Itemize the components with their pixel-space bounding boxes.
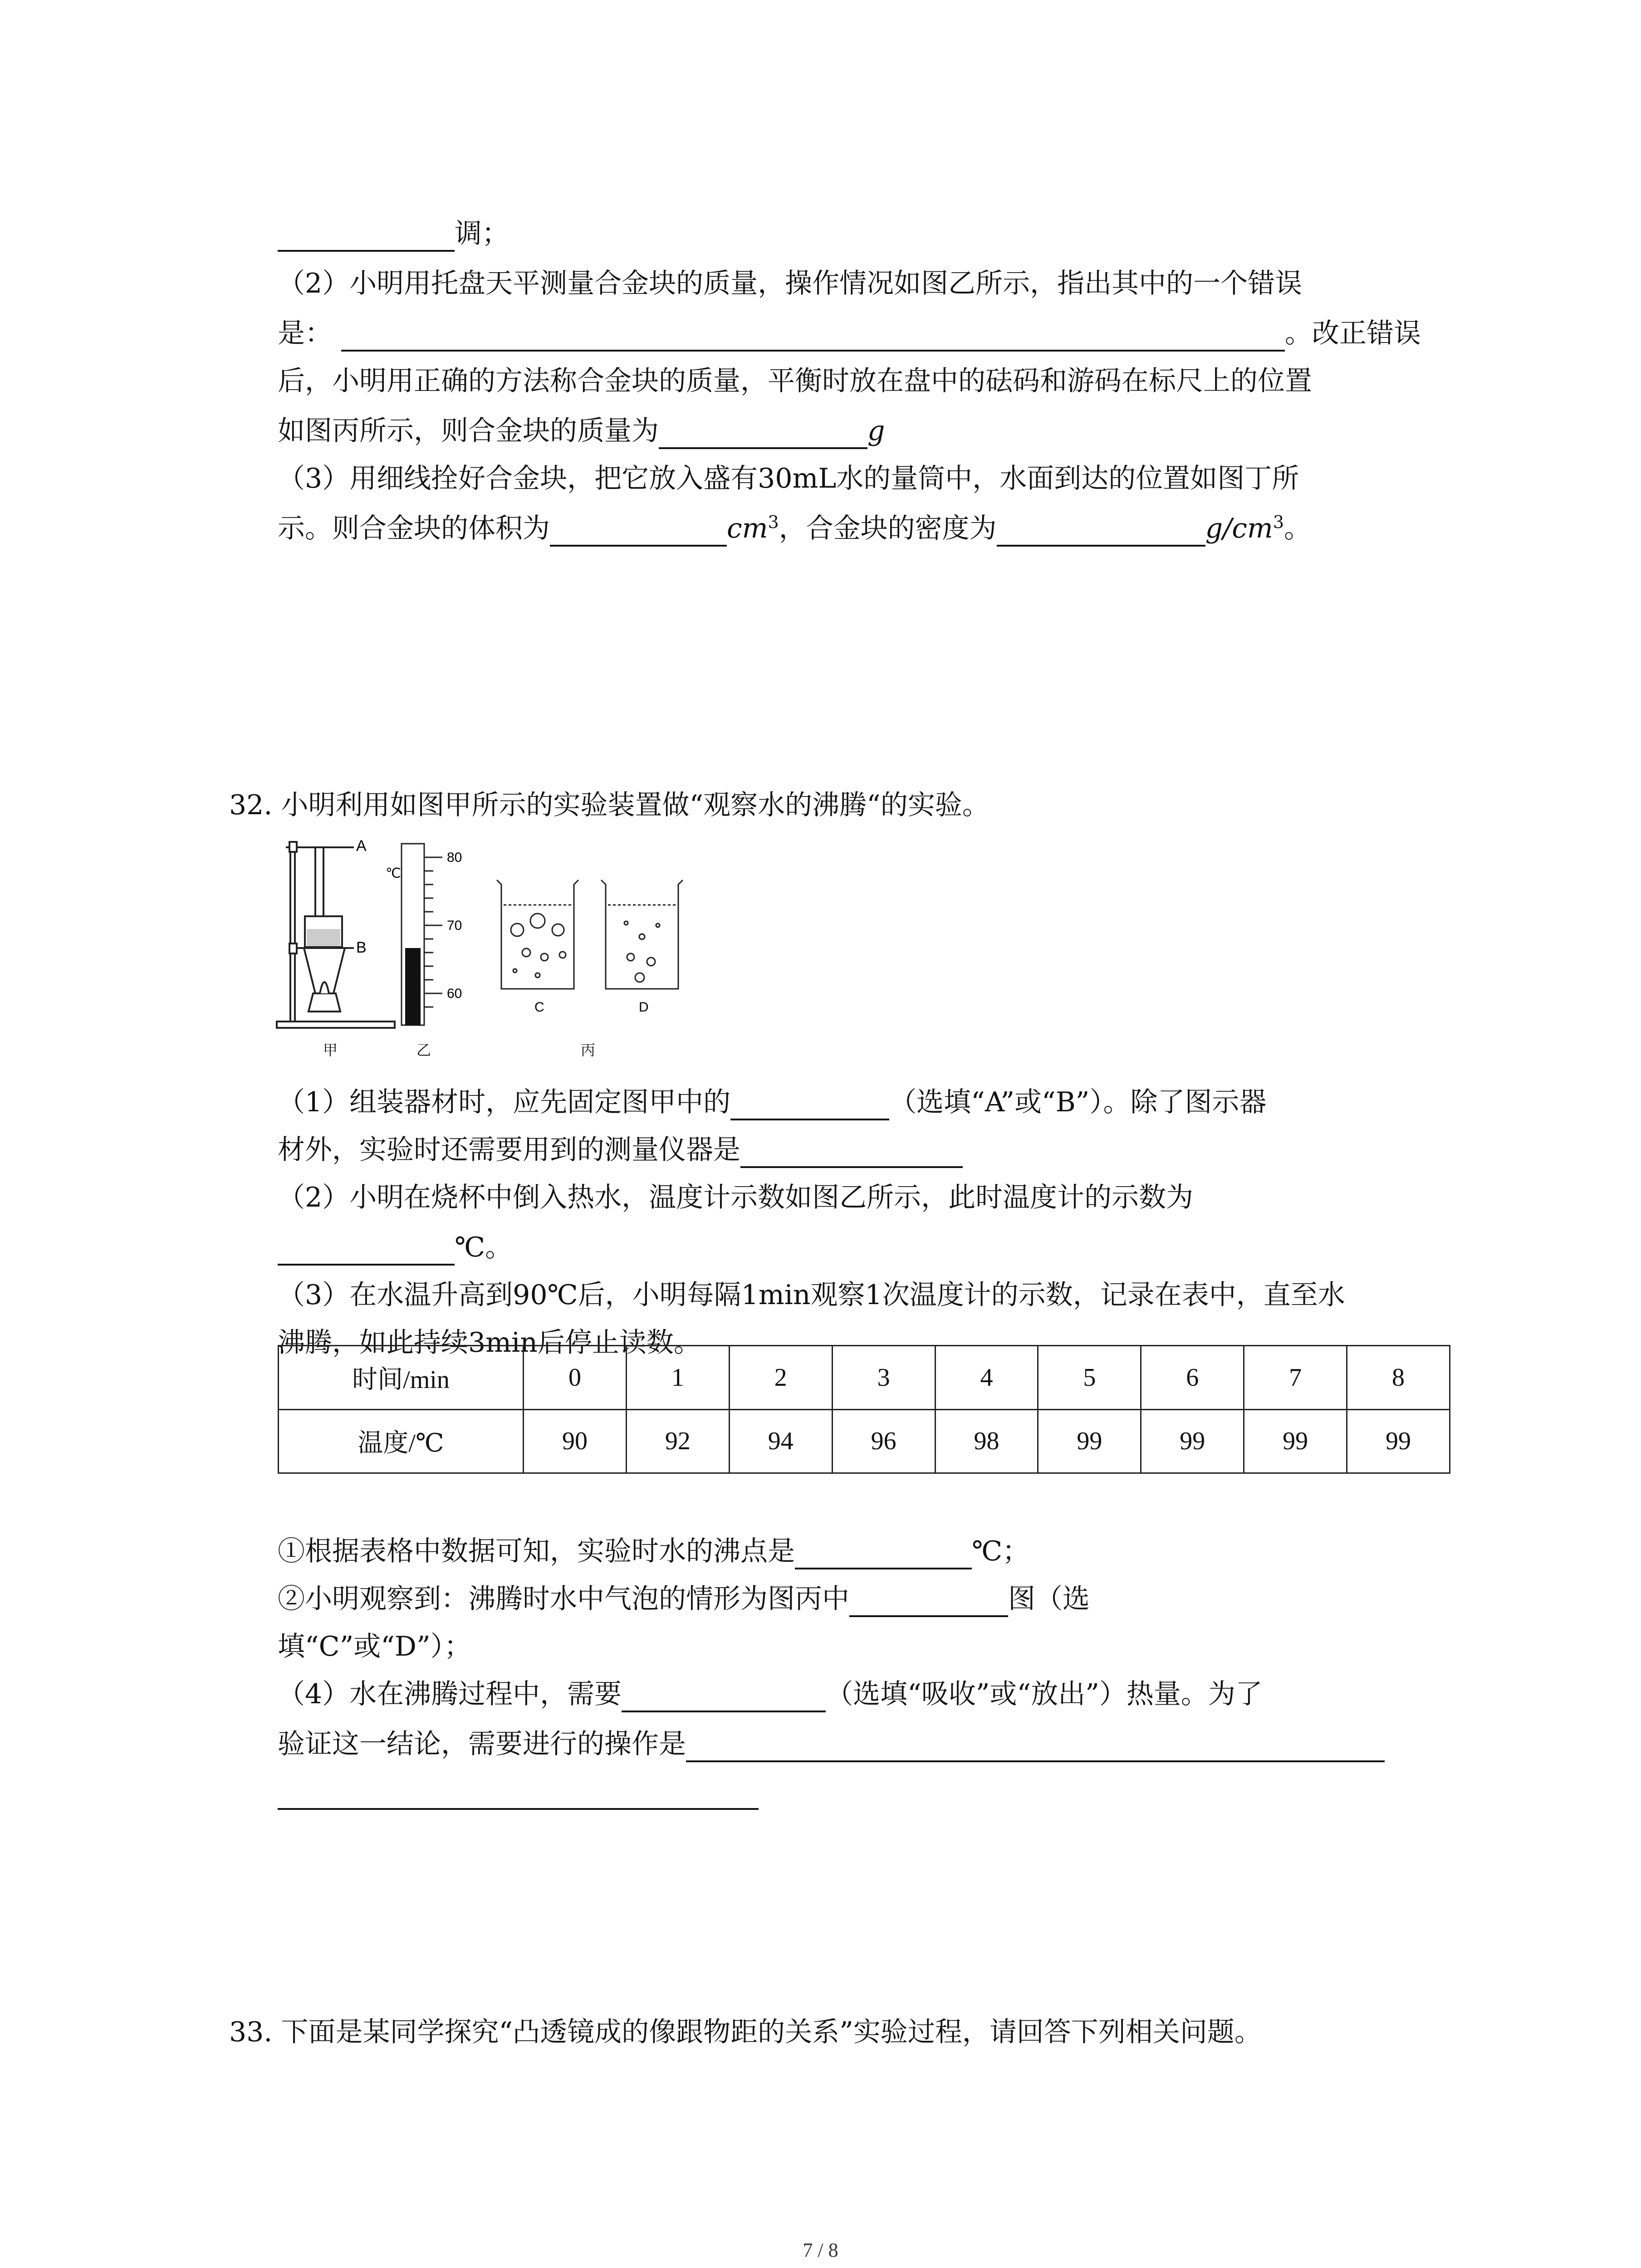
q32-part2-line2: ℃。 [278, 1229, 512, 1266]
table-cell: 92 [626, 1409, 729, 1473]
q32-part4-line1: （4）水在沸腾过程中，需要 （选填“吸收”或“放出”）热量。为了 [278, 1676, 1263, 1712]
label-b: B [356, 939, 367, 956]
answer-blank[interactable] [278, 222, 455, 252]
answer-blank[interactable] [795, 1540, 972, 1569]
table-cell: 90 [524, 1409, 627, 1473]
q33-stem: 33. 下面是某同学探究“凸透镜成的像跟物距的关系”实验过程，请回答下列相关问题。 [229, 2016, 1262, 2048]
table-cell: 7 [1244, 1346, 1347, 1410]
tick-60: 60 [447, 986, 462, 1001]
table-cell: 1 [626, 1346, 729, 1410]
q32-part2-line1: （2）小明在烧杯中倒入热水，温度计示数如图乙所示，此时温度计的示数为 [278, 1182, 1194, 1213]
label-c: C [534, 1000, 544, 1015]
table-row-temp [279, 1409, 1450, 1473]
answer-blank[interactable] [341, 322, 1285, 352]
table-cell: 94 [729, 1409, 832, 1473]
table-cell: 99 [1141, 1409, 1244, 1473]
table-row-time [279, 1346, 1450, 1410]
table-cell: 2 [729, 1346, 832, 1410]
tick-80: 80 [447, 850, 462, 865]
answer-blank[interactable] [659, 419, 867, 449]
caption-yi: 乙 [416, 1041, 431, 1059]
q32-part3-line2: 沸腾，如此持续3min后停止读数。 [278, 1327, 701, 1359]
beaker-c [497, 880, 578, 989]
answer-blank[interactable] [686, 1732, 1385, 1762]
table-cell: 8 [1347, 1346, 1450, 1410]
table-cell: 0 [524, 1346, 627, 1410]
q32-sub2-line1: ②小明观察到：沸腾时水中气泡的情形为图丙中 图（选 [278, 1581, 1090, 1617]
answer-blank[interactable] [849, 1587, 1008, 1617]
answer-blank[interactable] [730, 1090, 889, 1120]
q32-part4-line3 [278, 1774, 759, 1810]
label-d: D [639, 1000, 649, 1015]
caption-jia: 甲 [323, 1041, 338, 1059]
table-cell: 3 [832, 1346, 935, 1410]
q32-part3-line1: （3）在水温升高到90℃后，小明每隔1min观察1次温度计的示数，记录在表中，直至水 [278, 1279, 1345, 1311]
table-cell: 99 [1244, 1409, 1347, 1473]
q32-stem: 32. 小明利用如图甲所示的实验装置做“观察水的沸腾“的实验。 [229, 789, 989, 821]
temperature-table [278, 1345, 1450, 1474]
answer-blank[interactable] [997, 517, 1205, 547]
table-cell: 4 [935, 1346, 1038, 1410]
q31-line7: 示。则合金块的体积为 $cm^3$，合金块的密度为 $g/cm^3$。 [278, 510, 1311, 547]
answer-blank[interactable] [278, 1780, 759, 1810]
q32-part4-line2: 验证这一结论，需要进行的操作是 [278, 1726, 1385, 1762]
label-a: A [356, 837, 367, 855]
caption-bing: 丙 [581, 1041, 596, 1059]
q32-sub2-line2: 填“C”或“D”）； [278, 1631, 471, 1662]
boiling-apparatus-figure [272, 826, 735, 1061]
table-cell: 5 [1038, 1346, 1141, 1410]
apparatus-drawing [272, 826, 735, 1061]
q31-line2: （2）小明用托盘天平测量合金块的质量，操作情况如图乙所示，指出其中的一个错误 [278, 268, 1303, 299]
beaker-d [601, 880, 683, 989]
answer-blank[interactable] [622, 1682, 826, 1712]
table-cell: 98 [935, 1409, 1038, 1473]
table-header-time: 时间/min [279, 1346, 524, 1410]
q31-line5: 如图丙所示，则合金块的质量为 g [278, 413, 885, 449]
table-cell: 96 [832, 1409, 935, 1473]
table-cell: 99 [1038, 1409, 1141, 1473]
q31-line6: （3）用细线拴好合金块，把它放入盛有30mL水的量筒中，水面到达的位置如图丁所 [278, 463, 1299, 494]
thermo-unit: ℃ [386, 865, 401, 881]
q31-line4: 后，小明用正确的方法称合金块的质量，平衡时放在盘中的砝码和游码在标尺上的位置 [278, 365, 1312, 397]
q31-line3: 是： 。改正错误 [278, 315, 1421, 352]
q32-part1-line2: 材外，实验时还需要用到的测量仪器是 [278, 1132, 963, 1168]
q32-sub1: ①根据表格中数据可知，实验时水的沸点是 ℃； [278, 1533, 1029, 1569]
q32-part1-line1: （1）组装器材时，应先固定图甲中的 （选填“A”或“B”）。除了图示器 [278, 1084, 1267, 1120]
thermometer [402, 844, 442, 1025]
answer-blank[interactable] [740, 1138, 963, 1168]
table-cell: 6 [1141, 1346, 1244, 1410]
q31-line1: 调； [278, 215, 509, 252]
table-header-temp: 温度/℃ [279, 1409, 524, 1473]
tick-70: 70 [447, 918, 462, 933]
answer-blank[interactable] [278, 1236, 455, 1266]
answer-blank[interactable] [550, 517, 727, 547]
iron-stand [277, 842, 395, 1028]
page-number: 7 / 8 [803, 2239, 838, 2261]
table-cell: 99 [1347, 1409, 1450, 1473]
